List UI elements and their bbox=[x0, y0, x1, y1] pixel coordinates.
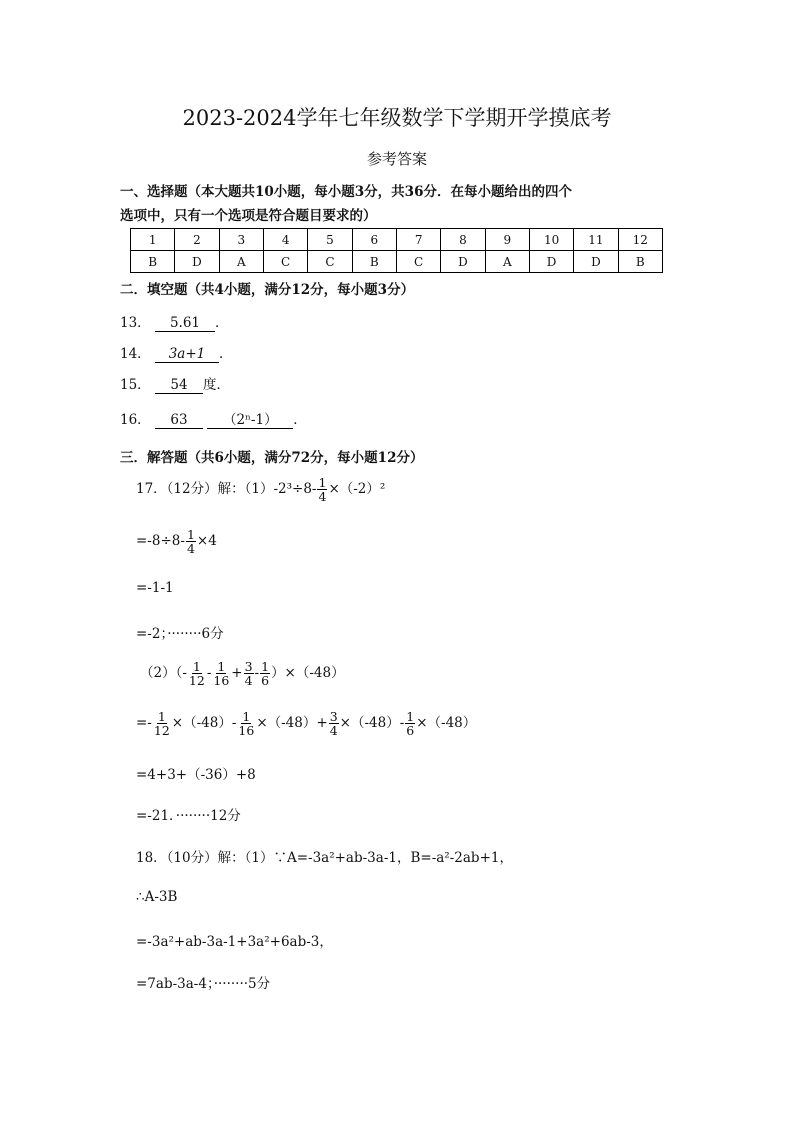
answer-table-answer-row bbox=[131, 251, 663, 273]
numerator: 1 bbox=[192, 659, 201, 674]
section3-heading: 三．解答题（共6小题，满分72分，每小题12分） bbox=[120, 450, 424, 466]
numerator: 3 bbox=[329, 709, 338, 724]
denominator: 16 bbox=[238, 723, 255, 738]
step-text: ×（-48）- bbox=[339, 715, 405, 731]
numerator: 1 bbox=[406, 709, 415, 724]
fraction bbox=[260, 660, 270, 687]
fraction bbox=[237, 710, 255, 737]
step-text: ×4 bbox=[196, 533, 217, 549]
denominator: 4 bbox=[244, 673, 253, 688]
table-cell: B bbox=[618, 251, 662, 273]
answer-line-16 bbox=[120, 408, 307, 429]
denominator: 12 bbox=[188, 673, 205, 688]
step-text: ）×（-48） bbox=[271, 665, 345, 681]
q17-intro-tail: ×（-2）² bbox=[328, 481, 386, 497]
fill-answer: 54 bbox=[155, 378, 203, 394]
question-number: 15． bbox=[120, 377, 151, 393]
fraction bbox=[329, 710, 339, 737]
table-cell: 10 bbox=[529, 229, 573, 251]
table-cell: 2 bbox=[175, 229, 219, 251]
document-title: 2023-2024学年七年级数学下学期开学摸底考 bbox=[182, 106, 612, 130]
fraction bbox=[244, 660, 254, 687]
fraction bbox=[212, 660, 230, 687]
step-text: （2）（- bbox=[140, 665, 187, 681]
question-number: 14． bbox=[120, 346, 151, 362]
q17-step-line-2 bbox=[136, 528, 217, 555]
q18-line-1: 18．（10分）解：（1）∵A=-3a²+ab-3a-1，B=-a²-2ab+1， bbox=[136, 850, 513, 866]
q17-intro-line bbox=[136, 476, 385, 503]
question-number: 16． bbox=[120, 412, 151, 428]
q18-line-4: =7ab-3a-4；········5分 bbox=[136, 976, 271, 992]
fraction bbox=[153, 710, 171, 737]
section2-heading: 二．填空题（共4小题，满分12分，每小题3分） bbox=[120, 282, 415, 298]
answer-table-number-row bbox=[131, 229, 663, 251]
answer-table bbox=[130, 228, 663, 273]
section1-heading-line1: 一、选择题（本大题共10小题，每小题3分，共36分．在每小题给出的四个 bbox=[120, 184, 572, 200]
table-cell: C bbox=[308, 251, 352, 273]
table-cell: C bbox=[263, 251, 307, 273]
question-number: 13． bbox=[120, 315, 151, 331]
step-text: =-8÷8- bbox=[136, 533, 185, 549]
table-cell: D bbox=[441, 251, 485, 273]
numerator: 3 bbox=[244, 659, 253, 674]
q17-step-line-4: =-2；········6分 bbox=[136, 626, 224, 642]
numerator: 1 bbox=[157, 709, 166, 724]
numerator: 1 bbox=[261, 659, 270, 674]
fraction bbox=[317, 476, 327, 503]
line-tail: ． bbox=[218, 346, 233, 362]
document-subtitle: 参考答案 bbox=[366, 150, 427, 168]
table-cell: A bbox=[219, 251, 263, 273]
table-cell: 1 bbox=[131, 229, 175, 251]
numerator: 1 bbox=[318, 475, 327, 490]
q18-line-3: =-3a²+ab-3a-1+3a²+6ab-3， bbox=[136, 934, 333, 950]
table-cell: 6 bbox=[352, 229, 396, 251]
table-cell: 9 bbox=[485, 229, 529, 251]
fill-answer: 3a+1 bbox=[155, 347, 219, 363]
q17-intro-text: 17．（12分）解：（1）-2³÷8- bbox=[136, 481, 317, 497]
table-cell: B bbox=[131, 251, 175, 273]
fraction bbox=[186, 528, 196, 555]
section1-heading-line2: 选项中，只有一个选项是符合题目要求的） bbox=[120, 208, 377, 224]
table-cell: D bbox=[175, 251, 219, 273]
line-tail: 度． bbox=[202, 377, 230, 393]
table-cell: 11 bbox=[574, 229, 618, 251]
denominator: 4 bbox=[318, 489, 327, 504]
denominator: 4 bbox=[329, 723, 338, 738]
numerator: 1 bbox=[242, 709, 251, 724]
numerator: 1 bbox=[217, 659, 226, 674]
line-tail: ． bbox=[293, 412, 307, 428]
fill-answer: 5.61 bbox=[155, 316, 215, 332]
table-cell: 7 bbox=[396, 229, 440, 251]
q17-part2-line bbox=[140, 660, 345, 687]
table-cell: 12 bbox=[618, 229, 662, 251]
q17-step-line-7: =4+3+（-36）+8 bbox=[136, 767, 256, 783]
table-cell: C bbox=[396, 251, 440, 273]
q17-step-line-8: =-21．········12分 bbox=[136, 808, 241, 824]
table-cell: 8 bbox=[441, 229, 485, 251]
step-text: - bbox=[206, 665, 212, 681]
table-cell: 3 bbox=[219, 229, 263, 251]
q17-step-line-3: =-1-1 bbox=[136, 580, 174, 596]
fill-answer-1: 63 bbox=[155, 413, 203, 429]
line-tail: ． bbox=[214, 315, 229, 331]
step-text: - bbox=[254, 665, 260, 681]
denominator: 16 bbox=[213, 673, 230, 688]
answer-line-14 bbox=[120, 342, 232, 363]
fill-answer-2: （2ⁿ-1） bbox=[207, 413, 293, 429]
numerator: 1 bbox=[186, 527, 195, 542]
table-cell: 5 bbox=[308, 229, 352, 251]
step-text: ×（-48）- bbox=[171, 715, 237, 731]
step-text: ×（-48）+ bbox=[256, 715, 328, 731]
table-cell: 4 bbox=[263, 229, 307, 251]
denominator: 6 bbox=[406, 723, 415, 738]
table-cell: D bbox=[529, 251, 573, 273]
denominator: 6 bbox=[261, 673, 270, 688]
step-text: + bbox=[231, 665, 243, 681]
table-cell: B bbox=[352, 251, 396, 273]
q18-line-2: ∴A-3B bbox=[136, 889, 178, 905]
fraction bbox=[188, 660, 206, 687]
step-text: ×（-48） bbox=[416, 715, 477, 731]
table-cell: A bbox=[485, 251, 529, 273]
denominator: 12 bbox=[153, 723, 170, 738]
table-cell: D bbox=[574, 251, 618, 273]
answer-line-15 bbox=[120, 373, 230, 394]
fraction bbox=[405, 710, 415, 737]
answer-line-13 bbox=[120, 311, 228, 332]
step-text: =- bbox=[136, 715, 152, 731]
denominator: 4 bbox=[186, 541, 195, 556]
q17-step-line-6 bbox=[136, 710, 476, 737]
